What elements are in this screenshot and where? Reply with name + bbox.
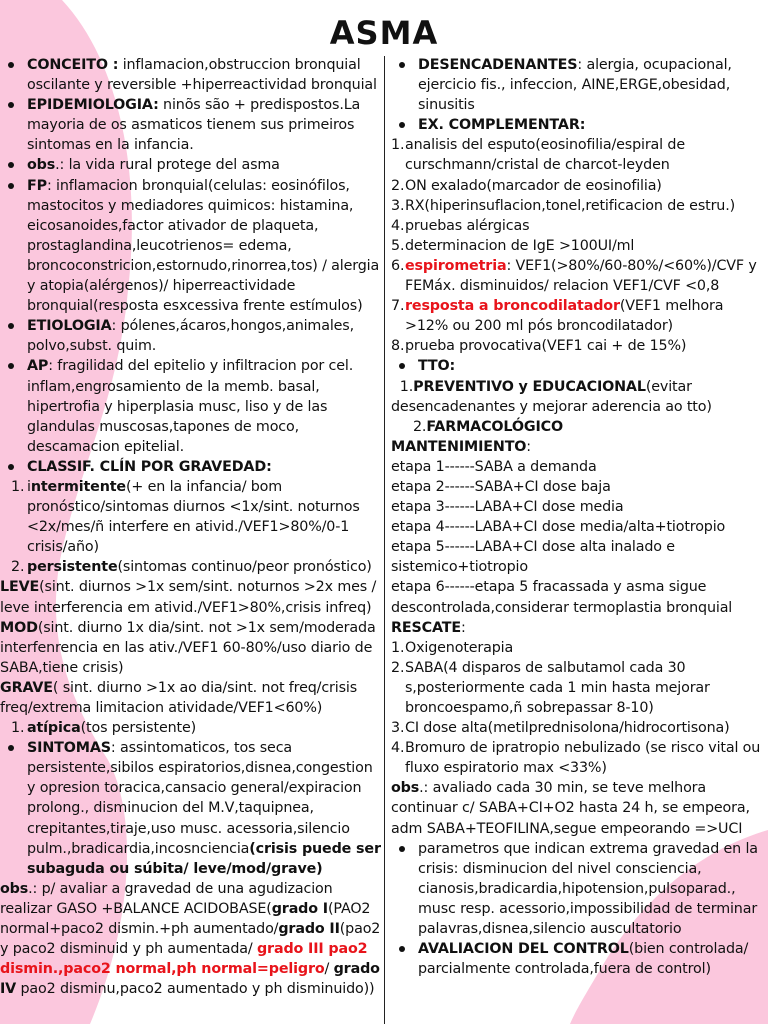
bullet-classif: CLASSIF. CLÍN POR GRAVEDAD: xyxy=(0,457,382,477)
bullet-ex-complementar: EX. COMPLEMENTAR: xyxy=(391,115,767,135)
right-column xyxy=(391,55,767,979)
ex-item: 3. RX(hiperinsuflacion,tonel,retificacion de estru.) xyxy=(391,197,736,214)
rescate-item: 3. CI dose alta(metilprednisolona/hidrocortisona) xyxy=(391,720,730,737)
ex-item: 1. analisis del esputo(eosinofilia/espiral de curschmann/cristal de charcot-leyden xyxy=(391,137,685,174)
ex-item-espirometria: 6. espirometria: VEF1(>80%/60-80%/<60%)/CVF y FEMáx. disminuidos/ relacion VEF1/CVF <0,8 xyxy=(391,257,757,295)
item-atipica: 1. atípica(tos persistente) xyxy=(11,720,197,737)
rescate-item: 1. Oxigenoterapia xyxy=(391,639,514,656)
page-title: ASMA xyxy=(329,14,439,52)
etapa-line: etapa 6------etapa 5 fracassada y asma sigue descontrolada,considerar termoplastia bronquial xyxy=(391,579,733,616)
etapa-line: etapa 1------SABA a demanda xyxy=(391,458,597,475)
text-mod: MOD(sint. diurno 1x dia/sint. not >1x sem/moderada interfenrencia en las ativ./VEF1 60-80%/uso diario de SABA,tiene crisis) xyxy=(0,619,376,676)
etapa-line: etapa 5------LABA+CI dose alta inalado e sistemico+tiotropio xyxy=(391,539,675,576)
tto-farmacologico: 2.FARMACOLÓGICO xyxy=(412,418,563,435)
bullet-tto: TTO: xyxy=(391,356,767,376)
left-column xyxy=(0,55,382,999)
etapa-line: etapa 2------SABA+CI dose baja xyxy=(391,478,611,495)
ex-item: 2. ON exalado(marcador de eosinofilia) xyxy=(391,177,662,194)
bullet-avaliacion: AVALIACION DEL CONTROL(bien controlada/ parcialmente controlada,fuera de control) xyxy=(391,939,767,979)
ex-item: 8. prueba provocativa(VEF1 cai + de 15%) xyxy=(391,338,687,355)
ex-item-broncodilatador: 7. resposta a broncodilatador(VEF1 melhora >12% ou 200 ml pós broncodilatador) xyxy=(391,298,724,335)
etapa-line: etapa 4------LABA+CI dose media/alta+tiotropio xyxy=(391,519,726,536)
mantenimiento-heading: MANTENIMIENTO: xyxy=(391,438,531,455)
item-intermitente: 1. intermitente(+ en la infancia/ bom pronóstico/sintomas diurnos <1x/sint. noturnos <2x/mes/ñ interfere en ativid./VEF1>80%/0-1 crisis/año) xyxy=(11,478,360,556)
ex-item: 5. determinacion de IgE >100UI/ml xyxy=(391,237,635,254)
rescate-item: 4. Bromuro de ipratropio nebulizado (se risco vital ou fluxo espiratorio max <33%) xyxy=(391,740,761,777)
bullet-etiologia: ETIOLOGIA: pólenes,ácaros,hongos,animales, polvo,subst. quim. xyxy=(0,316,382,356)
column-divider xyxy=(384,56,385,1024)
text-obs-gravedad: obs.: p/ avaliar a gravedad de una agudizacion realizar GASO +BALANCE ACIDOBASE(grado I(PAO2 normal+paco2 dismin.+ph aumentado/grado II(pao2 y paco2 disminuid y ph aumentada/ grado III pao2 dismin.,paco2 normal,ph normal=peligro/ grado IV pao2 disminu,paco2 aumentado y ph disminuido)) xyxy=(0,880,381,998)
bullet-desencadenantes: DESENCADENANTES: alergia, ocupacional, ejercicio fis., infeccion, AINE,ERGE,obesidad, sinusitis xyxy=(391,55,767,115)
rescate-heading: RESCATE: xyxy=(391,619,466,636)
bullet-sintomas: SINTOMAS: assintomaticos, tos seca persistente,sibilos espiratorios,disnea,congestion y opresion toracica,cansacio general/expiracion prolong., disminucion del M.V,taquipnea, crepitantes,tiraje,uso musc. acessoria,silencio pulm.,bradicardia,incosnciencia(crisis puede ser subaguda ou súbita/ leve/mod/grave) xyxy=(0,738,382,879)
bullet-parametros: parametros que indican extrema gravedad en la crisis: disminucion del nivel consciencia, cianosis,bradicardia,hipotension,pulsoparad., musc resp. acessorio,impossibilidad de terminar palavras,disnea,silencio auscultatorio xyxy=(391,839,767,939)
bullet-ap: AP: fragilidad del epitelio y infiltracion por cel. inflam,engrosamiento de la memb. basal, hipertrofia y hiperplasia musc, liso y de las glandulas muscosas,tapones de moco, descamacion epitelial. xyxy=(0,356,382,456)
ex-item: 4. pruebas alérgicas xyxy=(391,217,530,234)
bullet-conceito: CONCEITO : inflamacion,obstruccion bronquial oscilante y reversible +hiperreactividad bronquial xyxy=(0,55,382,95)
tto-preventivo: 1.PREVENTIVO y EDUCACIONAL(evitar desencadenantes y mejorar aderencia ao tto) xyxy=(391,378,712,415)
text-grave: GRAVE( sint. diurno >1x ao dia/sint. not freq/crisis freq/extrema limitacion atividade/VEF1<60%) xyxy=(0,679,358,716)
bullet-epidemiologia: EPIDEMIOLOGIA: ninõs são + predispostos.La mayoria de os asmaticos tienem sus primeiros sintomas en la infancia. xyxy=(0,95,382,155)
rescate-item: 2. SABA(4 disparos de salbutamol cada 30 s,posteriormente cada 1 min hasta mejorar broncoespamo,ñ sobrepassar 8-10) xyxy=(391,659,710,716)
bullet-obs-rural: obs.: la vida rural protege del asma xyxy=(0,155,382,175)
text-obs-rescate: obs.: avaliado cada 30 min, se teve melhora continuar c/ SABA+CI+O2 hasta 24 h, se empeora, adm SABA+TEOFILINA,segue empeorando =>UCI xyxy=(391,780,750,837)
text-leve: LEVE(sint. diurnos >1x sem/sint. noturnos >2x mes / leve interferencia em ativid./VEF1>80%,crisis infreq) xyxy=(0,579,377,616)
etapa-line: etapa 3------LABA+CI dose media xyxy=(391,499,624,516)
bullet-fp: FP: inflamacion bronquial(celulas: eosinófilos, mastocitos y mediadores quimicos: histamina, eicosanoides,factor ativador de plaqueta, prostaglandina,leucotrienos= edema, broncoconstricion,estornudo,rinorrea,tos) / alergia y atopia(alérgenos)/ hiperreactividade bronquial(resposta esxcessiva frente estímulos) xyxy=(0,176,382,317)
item-persistente: 2. persistente(sintomas continuo/peor pronóstico) xyxy=(11,559,372,576)
